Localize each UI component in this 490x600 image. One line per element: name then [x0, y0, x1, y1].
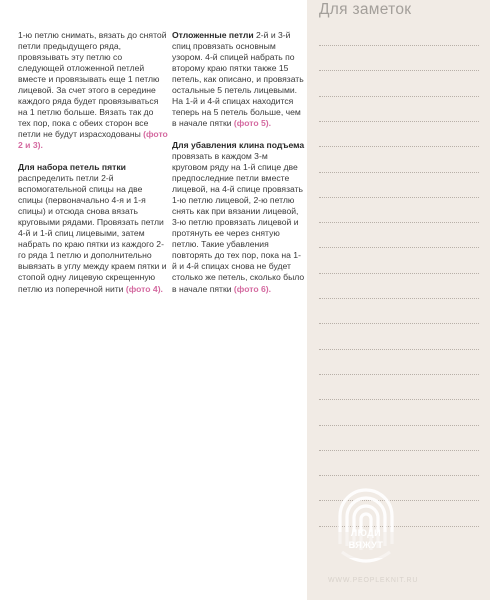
- note-line: [319, 399, 479, 400]
- heading-heel-cast-on: Для набора петель пятки: [18, 162, 126, 173]
- note-line: [319, 146, 479, 147]
- people-knit-logo-icon: [330, 480, 402, 572]
- note-line: [319, 374, 479, 375]
- site-url: WWW.PEOPLEKNIT.RU: [328, 577, 419, 584]
- photo-ref-2-3: (фото 2 и 3).: [18, 129, 168, 151]
- text-column-left: [18, 30, 168, 305]
- note-line: [319, 425, 479, 426]
- note-line: [319, 298, 479, 299]
- text-column-right: [172, 30, 305, 305]
- logo-line-2: ВЯЖУТ: [348, 540, 384, 550]
- paragraph-heel-cast-on: Для набора петель пятки распределить петли 2-й вспомогательной спицы на две спицы (первоначально 4-я и 1-я спицы) и отсюда снова вязать круговыми рядами. Провязать петли 4-й и 1-й спиц лицевыми, затем набрать по краю пятки из каждого 2-го ряда 1 петлю и дополнительно вывязать в углу между краем пятки и стопой одну лицевую скрещенную петлю из поперечной нити (фото 4).: [18, 162, 167, 294]
- note-line: [319, 45, 479, 46]
- logo-line-1: ЛЮДИ: [350, 528, 382, 538]
- note-line: [319, 273, 479, 274]
- paragraph-gusset-decrease: Для убавления клина подъема провязать в каждом 3-м круговом ряду на 1-й спице две предпоследние петли вместе лицевой, на 4-й спице провязать 1-ю петлю лицевой, 2-ю петлю снять как при вязании лицевой, 3-ю петлю провязать лицевой и протянуть ее через снятую петлю. Такие убавления повторять до тех пор, пока на 1-й и 4-й спицах снова не будет столько же петель, сколько было в начале пятки (фото 6).: [172, 139, 305, 294]
- note-line: [319, 247, 479, 248]
- note-line: [319, 349, 479, 350]
- paragraph-continuation: 1-ю петлю снимать, вязать до снятой петли предыдущего ряда, провязывать эту петлю со следующей отложенной петлей вместе и провязывать еще 1 петлю лицевой. За счет этого в середине каждого ряда будет провязываться на 1 петлю больше. Вязать так до тех пор, пока с обеих сторон все петли не будут израсходованы (фото 2 и 3).: [18, 30, 168, 151]
- note-line: [319, 70, 479, 71]
- note-line: [319, 450, 479, 451]
- note-line: [319, 172, 479, 173]
- note-line: [319, 323, 479, 324]
- heading-gusset-decrease: Для убавления клина подъема: [172, 139, 305, 150]
- photo-ref-5: (фото 5).: [233, 118, 271, 129]
- note-line: [319, 475, 479, 476]
- heading-held-stitches: Отложенные петли: [172, 30, 254, 40]
- paragraph-held-stitches: Отложенные петли 2-й и 3-й спиц провязать основным узором. 4-й спицей набрать по второму краю пятки также 15 петель, как описано, и провязать остальные 5 петель лицевыми. На 1-й и 4-й спицах находится теперь на 5 петель больше, чем в начале пятки (фото 5).: [172, 30, 304, 129]
- photo-ref-6: (фото 6).: [233, 283, 271, 294]
- notes-title: Для заметок: [319, 1, 412, 18]
- note-line: [319, 197, 479, 198]
- note-line: [319, 96, 479, 97]
- photo-ref-4: (фото 4).: [125, 283, 163, 294]
- note-line: [319, 222, 479, 223]
- note-line: [319, 121, 479, 122]
